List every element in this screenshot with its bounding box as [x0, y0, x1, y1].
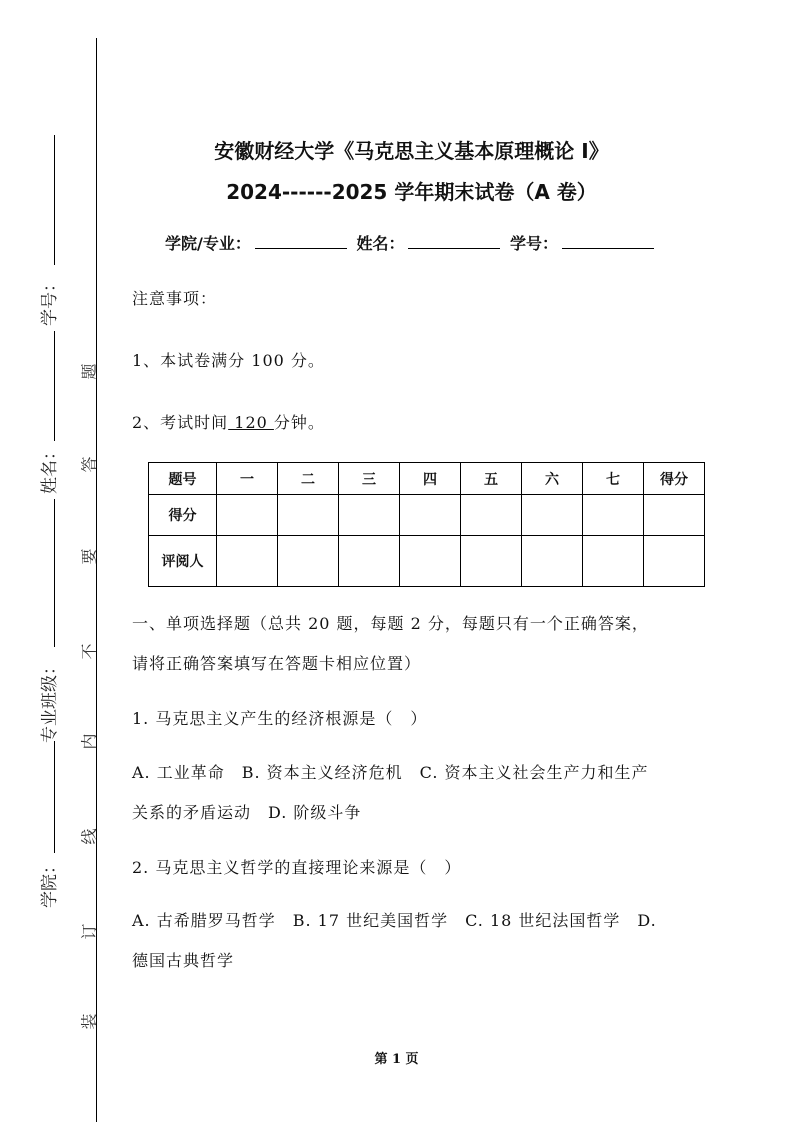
student-info	[165, 231, 658, 254]
table-header: 七	[583, 463, 644, 495]
college-label: 学院/专业：	[165, 234, 251, 253]
question-stem: 2. 马克思主义哲学的直接理论来源是（ ）	[132, 858, 462, 877]
id-label: 学号：	[510, 234, 559, 253]
table-cell	[278, 495, 339, 536]
margin-major-label: 专业班级：	[40, 658, 60, 743]
table-cell	[400, 495, 461, 536]
notice-item: 1、本试卷满分 100 分。	[132, 351, 325, 370]
seal-char: 答	[79, 456, 99, 473]
table-cell	[583, 536, 644, 587]
field-line	[54, 331, 55, 441]
question-stem: 1. 马克思主义产生的经济根源是（ ）	[132, 709, 428, 728]
table-header: 四	[400, 463, 461, 495]
seal-char: 订	[79, 923, 99, 940]
table-cell	[400, 536, 461, 587]
notice-text: 分钟。	[273, 413, 325, 432]
seal-char: 题	[79, 363, 99, 380]
exam-title: 安徽财经大学《马克思主义基本原理概论 I》	[214, 139, 609, 163]
name-label: 姓名：	[356, 234, 405, 253]
margin-name-label: 姓名：	[40, 443, 60, 494]
field-line	[54, 499, 55, 647]
question-options: A. 古希腊罗马哲学 B. 17 世纪美国哲学 C. 18 世纪法国哲学 D.	[132, 911, 657, 930]
table-cell	[461, 536, 522, 587]
table-header: 六	[522, 463, 583, 495]
section-heading: 一、单项选择题（总共 20 题，每题 2 分，每题只有一个正确答案，	[132, 614, 649, 633]
table-cell	[644, 495, 705, 536]
seal-char: 内	[79, 733, 99, 750]
question-options: 关系的矛盾运动 D. 阶级斗争	[132, 803, 362, 822]
table-header: 三	[339, 463, 400, 495]
name-blank	[408, 234, 500, 249]
table-cell	[217, 536, 278, 587]
table-cell	[583, 495, 644, 536]
notice-item	[132, 410, 325, 433]
table-cell	[339, 495, 400, 536]
table-header: 得分	[644, 463, 705, 495]
college-blank	[255, 234, 347, 249]
page-number: 第 1 页	[374, 1052, 419, 1067]
seal-char: 装	[79, 1013, 99, 1030]
row-label: 得分	[149, 495, 217, 536]
notice-heading: 注意事项：	[132, 289, 218, 308]
question-options: A. 工业革命 B. 资本主义经济危机 C. 资本主义社会生产力和生产	[132, 763, 649, 782]
field-line	[54, 741, 55, 853]
exam-subtitle: 2024------2025 学年期末试卷（A 卷）	[226, 180, 597, 204]
table-header: 五	[461, 463, 522, 495]
table-header: 二	[278, 463, 339, 495]
table-cell	[522, 495, 583, 536]
row-label: 评阅人	[149, 536, 217, 587]
table-cell	[522, 536, 583, 587]
table-cell	[461, 495, 522, 536]
margin-student-id-label: 学号：	[40, 275, 60, 326]
table-cell	[339, 536, 400, 587]
table-row	[149, 463, 705, 495]
question-options: 德国古典哲学	[132, 951, 235, 970]
score-table	[148, 462, 705, 587]
id-blank	[562, 234, 654, 249]
seal-char: 不	[79, 643, 99, 660]
table-header: 一	[217, 463, 278, 495]
seal-char: 要	[79, 548, 99, 565]
table-cell	[644, 536, 705, 587]
section-heading: 请将正确答案填写在答题卡相应位置）	[132, 654, 422, 673]
exam-duration: 120	[228, 413, 274, 432]
table-row	[149, 536, 705, 587]
margin-college-label: 学院：	[40, 857, 60, 908]
table-cell	[278, 536, 339, 587]
table-cell	[217, 495, 278, 536]
notice-text: 2、考试时间	[132, 413, 229, 432]
table-header: 题号	[149, 463, 217, 495]
seal-char: 线	[79, 828, 99, 845]
table-row	[149, 495, 705, 536]
